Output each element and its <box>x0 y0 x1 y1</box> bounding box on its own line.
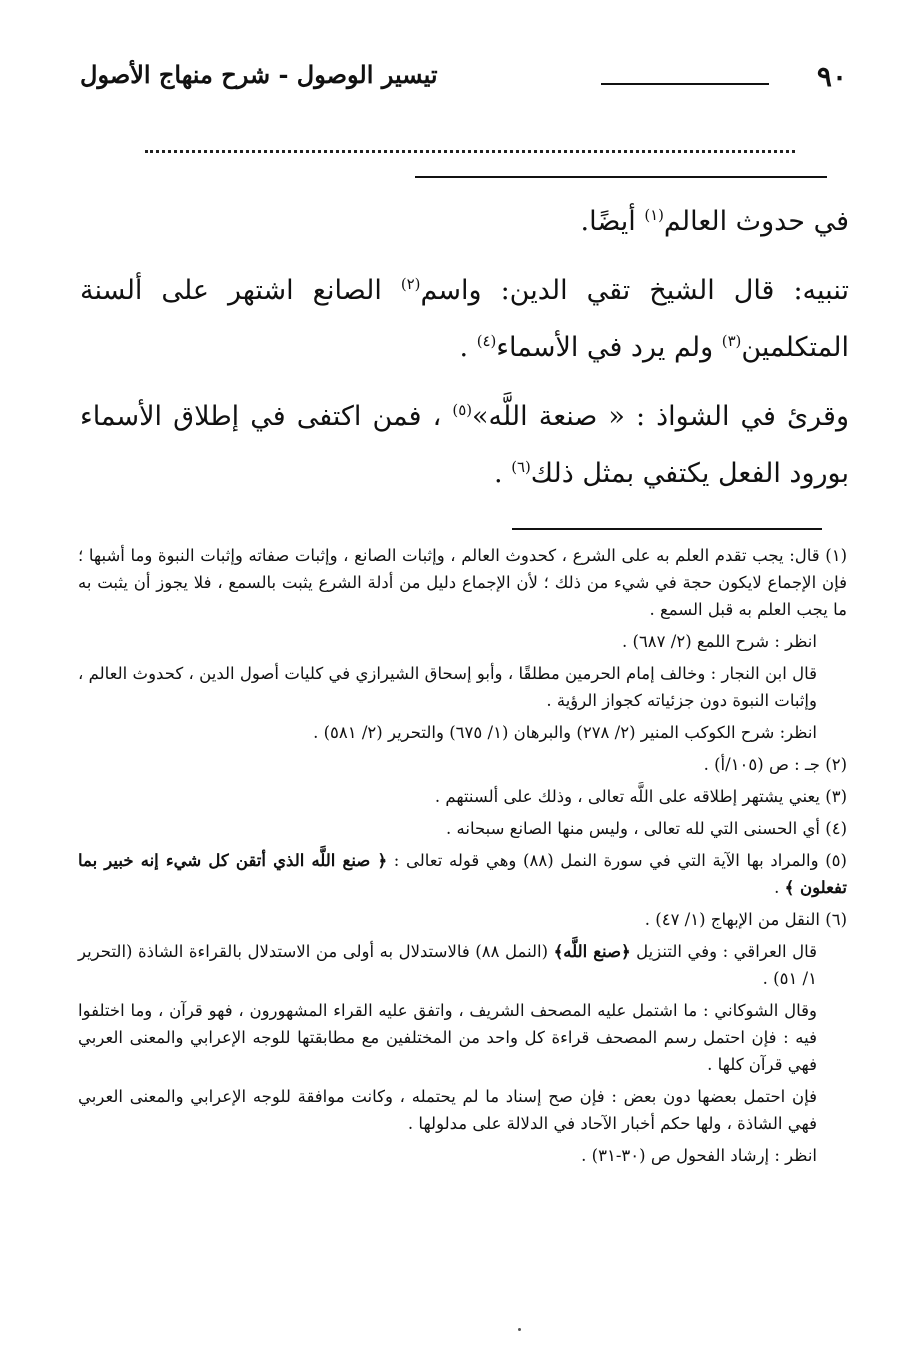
footnotes <box>78 542 847 1174</box>
p2-part-c: ولم يرد في الأسماء <box>496 332 722 363</box>
paragraph-1 <box>80 190 849 247</box>
footnote-number: (٦) <box>825 910 847 929</box>
book-title: تيسير الوصول - شرح منهاج الأصول <box>80 60 438 89</box>
p3-part-a: وقرئ في الشواذ : « صنعة اللَّه» <box>472 401 849 432</box>
footnote-1-part-b: قال ابن النجار : وخالف إمام الحرمين مطلقًا ، وأبو إسحاق الشيرازي في كليات أصول الدين ، كحدوث العالم ، وإثبات النبوة دون جزئياته كجواز الرؤية . <box>78 664 817 710</box>
footnote-text: يعني يشتهر إطلاقه على اللَّه تعالى ، وذلك على ألسنتهم . <box>434 787 820 806</box>
footnote-ref-5[interactable]: (٥) <box>452 401 472 419</box>
footnote-ref-4[interactable]: (٤) <box>476 332 497 350</box>
footnote-4 <box>78 815 847 842</box>
footnote-end: . <box>774 878 785 897</box>
footnote-text: جـ : ص (١٠٥/أ) . <box>703 755 820 774</box>
footnote-6-shawkani: وقال الشوكاني : ما اشتمل عليه المصحف الشريف ، واتفق عليه القراء المشهورون ، فهو قرآن ، وما اختلفوا فيه : فإن احتمل رسم المصحف قراءة كل واحد من المختلفين مع مطابقتها للوجه الإعرابي والمعنى العربي فهي قرآن كلها . <box>78 1001 817 1074</box>
footnote-1-ref-b: انظر: شرح الكوكب المنير (٢/ ٢٧٨) والبرهان (١/ ٦٧٥) والتحرير (٢/ ٥٨١) . <box>313 723 817 742</box>
footnote-text: والمراد بها الآية التي في سورة النمل (٨٨) وهي قوله تعالى : <box>387 851 819 870</box>
quran-verse: ﴿ صنع اللَّه الذي أتقن كل شيء إنه خبير بما تفعلون ﴾ <box>78 851 847 897</box>
footnote-ref-2[interactable]: (٢) <box>400 275 421 293</box>
paragraph-3 <box>80 385 849 499</box>
p2-part-d: . <box>459 332 477 363</box>
p1-text: في حدوث العالم <box>663 206 849 237</box>
footnote-text: النقل من الإبهاج (١/ ٤٧) . <box>644 910 820 929</box>
footnote-6 <box>78 906 847 933</box>
footnote-number: (٥) <box>825 851 847 870</box>
page-speck <box>518 1328 521 1331</box>
top-rule <box>415 176 827 178</box>
footnote-2 <box>78 751 847 778</box>
p2-part-a: تنبيه: قال الشيخ تقي الدين: واسم <box>420 275 849 306</box>
footnote-1 <box>78 542 847 623</box>
footnote-3 <box>78 783 847 810</box>
p1-tail: أيضًا. <box>580 206 645 237</box>
footnote-6-ihtamal: فإن احتمل بعضها دون بعض : فإن صح إسناد ما لم يحتمله ، وكانت موافقة للوجه الإعرابي والمعنى العربي فهي الشاذة ، ولها حكم أخبار الآحاد في الدلالة على مدلولها . <box>78 1087 817 1133</box>
p2-part-b: الصانع اشتهر على ألسنة المتكلمين <box>80 275 849 363</box>
footnote-divider <box>512 528 822 530</box>
footnote-number: (١) <box>825 546 847 565</box>
footnote-6-iraqi <box>78 938 847 992</box>
page-header <box>60 60 859 100</box>
p3-part-c: . <box>494 458 512 489</box>
footnote-ref-1[interactable]: (١) <box>644 206 664 224</box>
header-rule <box>601 83 769 85</box>
iraqi-text-a: قال العراقي : وفي التنزيل <box>630 942 817 961</box>
p3-part-b: ، فمن اكتفى في إطلاق الأسماء بورود الفعل يكتفي بمثل ذلك <box>80 401 849 489</box>
quran-verse: ﴿صنع اللَّه﴾ <box>553 942 631 961</box>
footnote-number: (٣) <box>825 787 847 806</box>
footnote-ref-6[interactable]: (٦) <box>511 458 531 476</box>
footnote-ref-3[interactable]: (٣) <box>721 332 742 350</box>
iraqi-text-b: (النمل ٨٨) فالاستدلال به أولى من الاستدلال بالقراءة الشاذة (التحرير ١/ ٥١) . <box>78 942 817 988</box>
page-number: ٩٠ <box>816 60 847 93</box>
paragraph-2 <box>80 259 849 373</box>
footnote-text: قال: يجب تقدم العلم به على الشرع ، كحدوث العالم ، وإثبات الصانع ، وإثبات صفاته وإثبات النبوة وما أشبها ؛ فإن الإجماع لايكون حجة في شيء من ذلك ؛ لأن الإجماع دليل من أدلة الشرع يثبت بالسمع ، فلا يجوز أن يثبت به ما يجب العلم به قبل السمع . <box>78 546 847 619</box>
footnote-1-ref-a: انظر : شرح اللمع (٢/ ٦٨٧) . <box>622 632 817 651</box>
footnote-number: (٤) <box>825 819 847 838</box>
footnote-5 <box>78 847 847 901</box>
footnote-number: (٢) <box>825 755 847 774</box>
dotted-separator <box>145 150 795 153</box>
footnote-6-ref: انظر : إرشاد الفحول ص (٣٠-٣١) . <box>581 1146 817 1165</box>
main-text <box>80 190 849 511</box>
footnote-text: أي الحسنى التي لله تعالى ، وليس منها الصانع سبحانه . <box>446 819 820 838</box>
